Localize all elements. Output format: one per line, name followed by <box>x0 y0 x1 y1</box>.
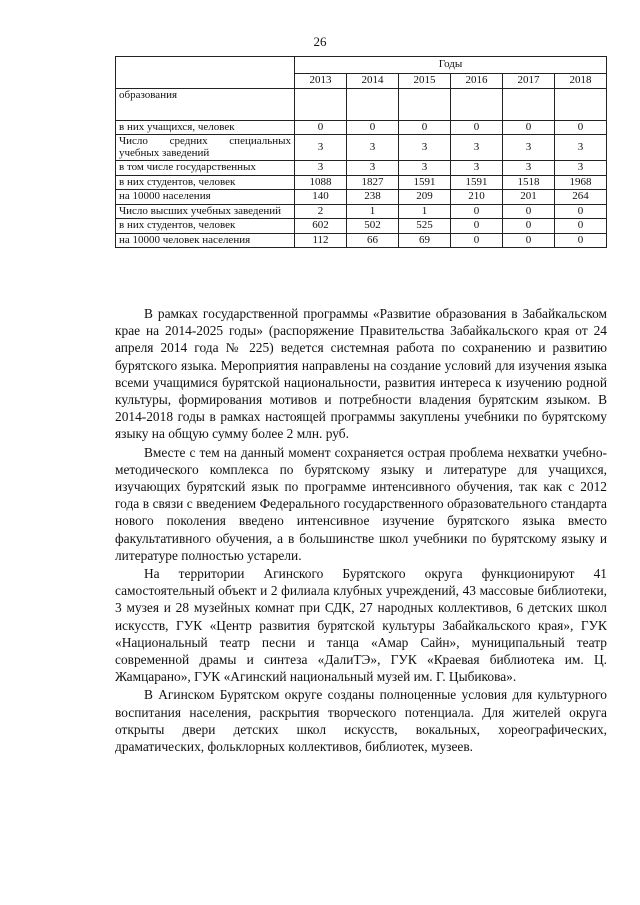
table-cell: 0 <box>555 120 607 135</box>
table-cell: 0 <box>555 204 607 219</box>
year-header: 2016 <box>451 74 503 89</box>
row-label: Число средних специальных учебных заведений <box>116 135 295 161</box>
empty-cell <box>399 88 451 120</box>
table-cell: 3 <box>451 135 503 161</box>
row-label: на 10000 населения <box>116 190 295 205</box>
table-row <box>116 190 607 205</box>
table-cell: 0 <box>503 233 555 248</box>
row-label: на 10000 человек населения <box>116 233 295 248</box>
table-cell: 1591 <box>451 175 503 190</box>
table-cell: 1 <box>347 204 399 219</box>
table-cell: 0 <box>451 233 503 248</box>
table-cell: 1827 <box>347 175 399 190</box>
year-header: 2018 <box>555 74 607 89</box>
table-cell: 1518 <box>503 175 555 190</box>
table-cell: 0 <box>399 120 451 135</box>
table-row <box>116 175 607 190</box>
table-cell: 112 <box>295 233 347 248</box>
table-cell: 201 <box>503 190 555 205</box>
paragraph: В Агинском Бурятском округе созданы полноценные условия для культурного воспитания населения, раскрытия творческого потенциала. Для жителей округа открыты двери детских школ искусств, вокальных, хореографических, драматических, фольклорных коллективов, библиотек, музеев. <box>115 687 607 755</box>
table-cell: 3 <box>295 161 347 176</box>
table-cell: 502 <box>347 219 399 234</box>
table-cell: 2 <box>295 204 347 219</box>
empty-cell <box>451 88 503 120</box>
table-cell: 0 <box>555 219 607 234</box>
year-header: 2013 <box>295 74 347 89</box>
table-cell: 140 <box>295 190 347 205</box>
empty-cell <box>347 88 399 120</box>
table-row <box>116 233 607 248</box>
year-header: 2015 <box>399 74 451 89</box>
table-corner-cell <box>116 57 295 89</box>
paragraph: Вместе с тем на данный момент сохраняется острая проблема нехватки учебно-методического комплекса по бурятскому языку и литературе для учащихся, изучающих бурятский язык по программе интенсивного обучения, так как с 2012 года в связи с введением Федерального государственного образовательного стандарта нового поколения введено интенсивное изучение бурятского языка вместо факультативного обучения, а в большинстве школ учебники по бурятскому языку и литературе полностью устарели. <box>115 444 607 563</box>
table-cell: 0 <box>451 120 503 135</box>
table-cell: 0 <box>451 204 503 219</box>
statistics-table <box>115 56 607 248</box>
table-row <box>116 120 607 135</box>
table-cell: 0 <box>347 120 399 135</box>
paragraph: В рамках государственной программы «Развитие образования в Забайкальском крае на 2014-2025 годы» (распоряжение Правительства Забайкальского края от 24 апреля 2014 года № 225) ведется системная работа по сохранению и развитию бурятского языка. Мероприятия направлены на создание условий для изучения языка всеми учащимися бурятской национальности, развития интереса к изучению родной культуры, формирования мотивов и потребности владения бурятским языком. В 2014-2018 годы в рамках настоящей программы закуплены учебники по бурятскому языку на общую сумму более 2 млн. руб. <box>115 306 607 442</box>
table-header-row-group <box>116 57 607 74</box>
body-text <box>115 305 607 756</box>
table-cell: 209 <box>399 190 451 205</box>
table-cell: 602 <box>295 219 347 234</box>
table-cell: 0 <box>503 120 555 135</box>
empty-cell <box>555 88 607 120</box>
year-header: 2017 <box>503 74 555 89</box>
table-cell: 210 <box>451 190 503 205</box>
table-cell: 3 <box>347 161 399 176</box>
empty-cell <box>295 88 347 120</box>
table-cell: 0 <box>451 219 503 234</box>
paragraph: На территории Агинского Бурятского округа функционируют 41 самостоятельный объект и 2 филиала клубных учреждений, 43 массовые библиотеки, 3 музея и 28 музейных комнат при СДК, 27 народных коллективов, 6 детских школ искусств, ГУК «Центр развития бурятской культуры Забайкальского края», ГУК «Национальный театр песни и танца «Амар Сайн», муниципальный театр современной драмы и синтеза «ДалиТЭ», ГУК «Краевая библиотека им. Ц. Жамцарано», ГУК «Агинский национальный музей им. Г. Цыбикова». <box>115 566 607 685</box>
table-row-continued <box>116 88 607 120</box>
table-cell: 69 <box>399 233 451 248</box>
row-label: в том числе государственных <box>116 161 295 176</box>
page-number: 26 <box>313 34 327 49</box>
year-header: 2014 <box>347 74 399 89</box>
table-cell: 3 <box>295 135 347 161</box>
table-cell: 3 <box>451 161 503 176</box>
table-cell: 3 <box>399 135 451 161</box>
table-row <box>116 161 607 176</box>
row-label: в них учащихся, человек <box>116 120 295 135</box>
table-cell: 1 <box>399 204 451 219</box>
table-cell: 238 <box>347 190 399 205</box>
row-label: в них студентов, человек <box>116 219 295 234</box>
row-label: образования <box>116 88 295 120</box>
table-row <box>116 204 607 219</box>
table-cell: 3 <box>347 135 399 161</box>
table-row <box>116 135 607 161</box>
table-cell: 3 <box>555 135 607 161</box>
table-cell: 3 <box>555 161 607 176</box>
table-cell: 1088 <box>295 175 347 190</box>
table-cell: 264 <box>555 190 607 205</box>
row-label: Число высших учебных заведений <box>116 204 295 219</box>
table-cell: 0 <box>503 204 555 219</box>
table-cell: 0 <box>503 219 555 234</box>
table-cell: 1591 <box>399 175 451 190</box>
row-label: в них студентов, человек <box>116 175 295 190</box>
table-cell: 3 <box>399 161 451 176</box>
table-cell: 66 <box>347 233 399 248</box>
empty-cell <box>503 88 555 120</box>
table-row <box>116 219 607 234</box>
table-cell: 0 <box>295 120 347 135</box>
table-cell: 3 <box>503 161 555 176</box>
table-cell: 525 <box>399 219 451 234</box>
table-cell: 1968 <box>555 175 607 190</box>
table-cell: 3 <box>503 135 555 161</box>
years-group-header: Годы <box>295 57 607 74</box>
table-cell: 0 <box>555 233 607 248</box>
